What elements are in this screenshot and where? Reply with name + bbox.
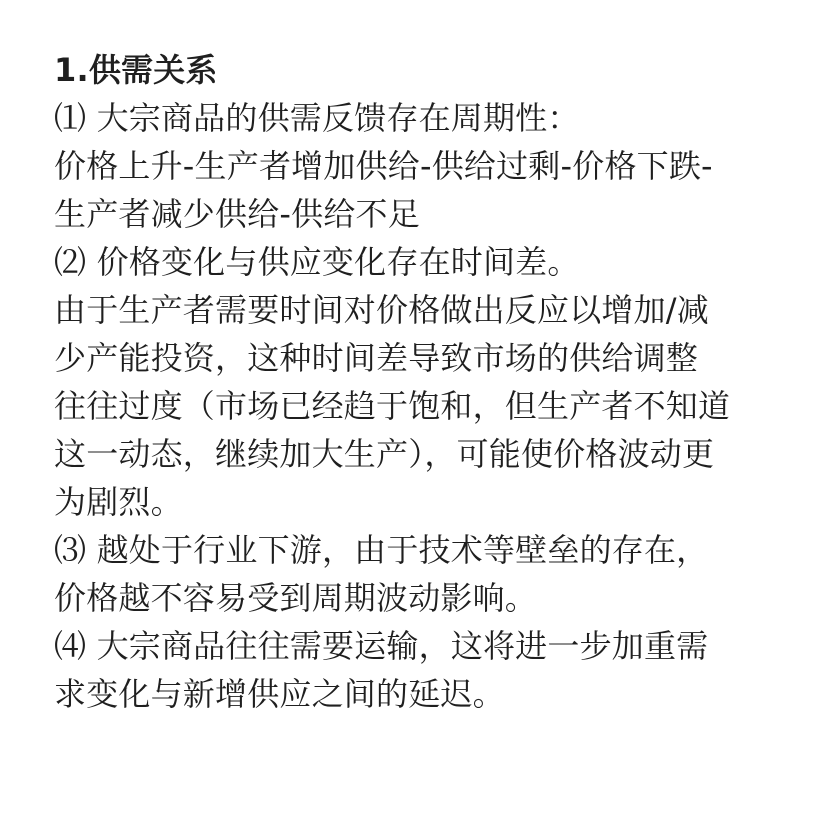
document-body: [54, 46, 778, 718]
point-1-cycle-line-2: 生产者减少供给-供给不足: [54, 195, 420, 233]
point-2-text-line-2: 少产能投资，这种时间差导致市场的供给调整: [54, 339, 699, 377]
section-title: 1.供需关系: [54, 51, 218, 89]
point-1-cycle-line-1: 价格上升-生产者增加供给-供给过剩-价格下跌-: [54, 147, 713, 185]
point-2-text-line-5: 为剧烈。: [54, 483, 183, 521]
point-1-heading: ⑴ 大宗商品的供需反馈存在周期性：: [54, 99, 580, 137]
point-3-text-line-1: ⑶ 越处于行业下游，由于技术等壁垒的存在，: [54, 531, 709, 569]
point-4-text-line-2: 求变化与新增供应之间的延迟。: [54, 675, 505, 713]
point-2-heading: ⑵ 价格变化与供应变化存在时间差。: [54, 243, 580, 281]
point-2-text-line-1: 由于生产者需要时间对价格做出反应以增加/减: [54, 291, 709, 329]
point-4-text-line-1: ⑷ 大宗商品往往需要运输，这将进一步加重需: [54, 627, 709, 665]
point-3-text-line-2: 价格越不容易受到周期波动影响。: [54, 579, 538, 617]
point-2-text-line-4: 这一动态，继续加大生产），可能使价格波动更: [54, 435, 715, 473]
point-2-text-line-3: 往往过度（市场已经趋于饱和，但生产者不知道: [54, 387, 731, 425]
